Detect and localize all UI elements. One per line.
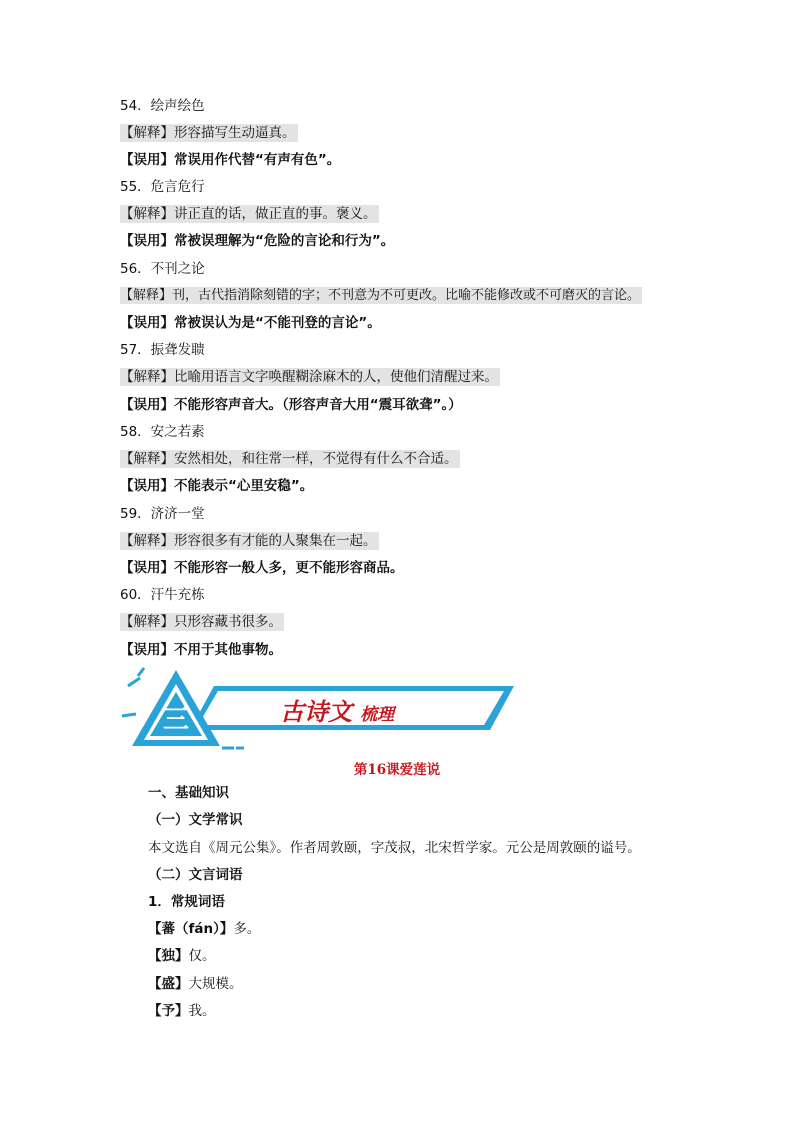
vocab-meaning: 仅。 xyxy=(188,948,216,964)
explain-row xyxy=(120,368,500,386)
explain-row xyxy=(120,613,284,631)
explain-row xyxy=(120,450,460,468)
explain-text: 【解释】形容很多有才能的人聚集在一起。 xyxy=(120,533,377,549)
vocab-word: 【蕃（fán）】 xyxy=(148,921,234,937)
vocab-item xyxy=(148,1002,216,1020)
misuse-text: 【误用】不能形容声音大。（形容声音大用“震耳欲聋”。） xyxy=(120,397,462,413)
lesson-title: 第16课爱莲说 xyxy=(353,762,441,778)
subsection-heading-vocab: （二）文言词语 xyxy=(148,867,243,883)
explain-row xyxy=(120,287,642,305)
vocab-word: 【盛】 xyxy=(148,976,189,992)
vocab-item xyxy=(148,920,260,938)
vocab-item xyxy=(148,975,243,993)
term-heading: 54．绘声绘色 xyxy=(120,98,205,114)
subsection-heading-literature: （一）文学常识 xyxy=(148,812,243,828)
term-heading: 56．不刊之论 xyxy=(120,261,205,277)
explain-text: 【解释】安然相处，和往常一样，不觉得有什么不合适。 xyxy=(120,451,458,467)
misuse-text: 【误用】常误用作代替“有声有色”。 xyxy=(120,152,341,168)
section-heading: 一、基础知识 xyxy=(148,785,229,801)
explain-text: 【解释】形容描写生动逼真。 xyxy=(120,125,296,141)
vocab-word: 【独】 xyxy=(148,948,189,964)
term-heading: 60．汗牛充栋 xyxy=(120,587,205,603)
vocab-meaning: 多。 xyxy=(233,921,261,937)
term-heading: 58．安之若素 xyxy=(120,424,205,440)
vocab-meaning: 我。 xyxy=(188,1003,216,1019)
explain-text: 【解释】比喻用语言文字唤醒糊涂麻木的人，使他们清醒过来。 xyxy=(120,369,498,385)
banner-number: 三 xyxy=(162,705,190,735)
explain-text: 【解释】只形容藏书很多。 xyxy=(120,614,282,630)
explain-row xyxy=(120,124,298,142)
explain-text: 【解释】刊，古代指消除刻错的字；不刊意为不可更改。比喻不能修改或不可磨灭的言论。 xyxy=(120,288,641,303)
explain-row xyxy=(120,532,379,550)
explain-row xyxy=(120,205,379,223)
term-heading: 55．危言危行 xyxy=(120,179,205,195)
vocab-item xyxy=(148,947,216,965)
literature-text: 本文选自《周元公集》。作者周敦颐，字茂叔，北宋哲学家。元公是周敦颐的谥号。 xyxy=(148,840,641,856)
vocab-category: 1．常规词语 xyxy=(148,894,225,910)
misuse-text: 【误用】不能表示“心里安稳”。 xyxy=(120,478,314,494)
vocab-meaning: 大规模。 xyxy=(188,976,243,992)
misuse-text: 【误用】常被误认为是“不能刊登的言论”。 xyxy=(120,315,381,331)
misuse-text: 【误用】常被误理解为“危险的言论和行为”。 xyxy=(120,233,395,249)
explain-text: 【解释】讲正直的话，做正直的事。褒义。 xyxy=(120,206,377,222)
vocab-word: 【予】 xyxy=(148,1003,189,1019)
misuse-text: 【误用】不能形容一般人多，更不能形容商品。 xyxy=(120,560,404,576)
banner-graphic xyxy=(118,664,518,754)
misuse-text: 【误用】不用于其他事物。 xyxy=(120,642,282,658)
banner-suffix: 梳理 xyxy=(360,705,394,725)
term-heading: 57．振聋发聩 xyxy=(120,342,205,358)
term-heading: 59．济济一堂 xyxy=(120,506,205,522)
section-banner xyxy=(118,664,518,754)
banner-title: 古诗文 xyxy=(280,697,352,726)
